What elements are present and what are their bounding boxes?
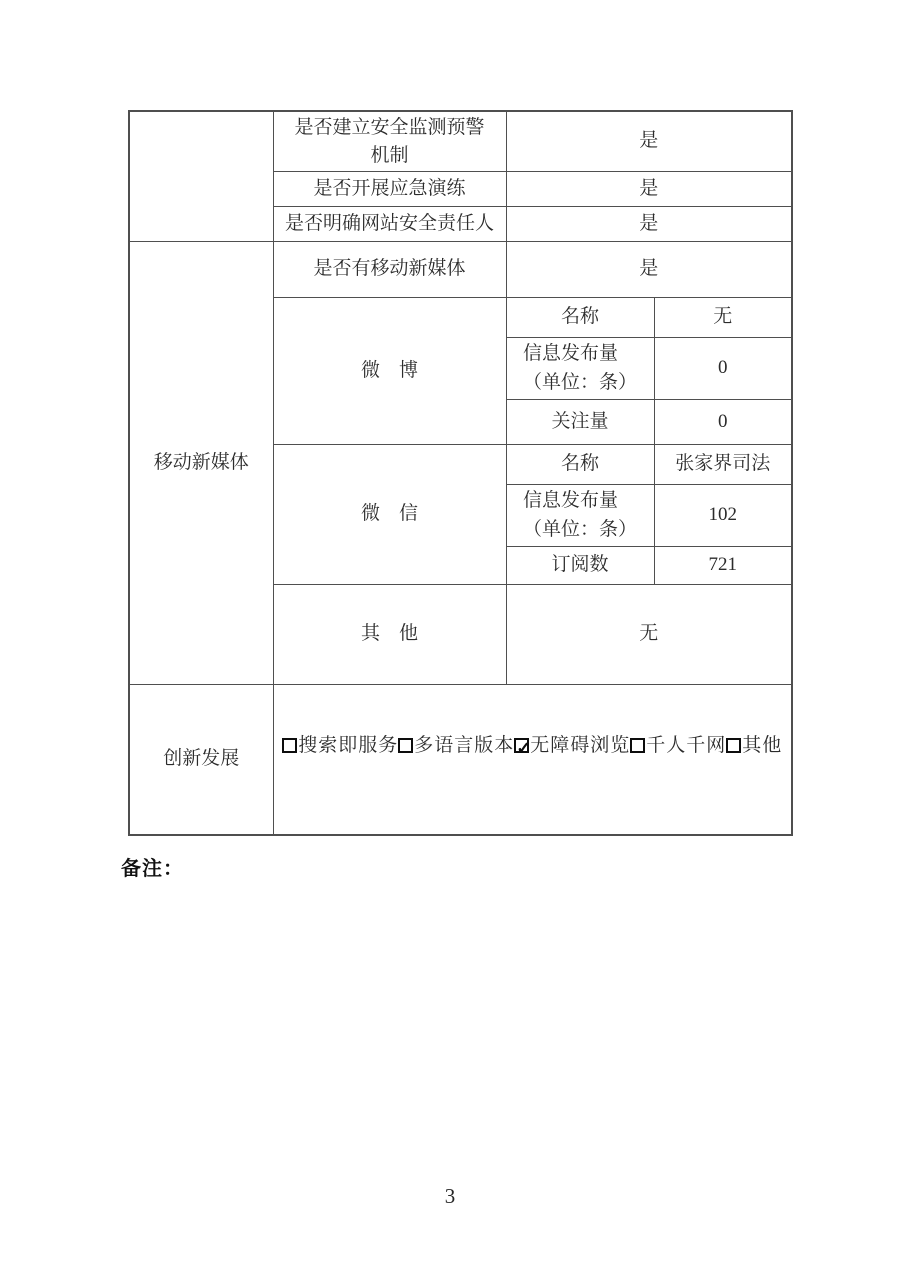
- checkbox-unchecked-icon: [282, 738, 297, 753]
- wechat-posts-label: [523, 487, 637, 544]
- option-multilingual: [398, 732, 514, 761]
- weibo-posts-label-cell: [506, 338, 654, 400]
- wechat-name-label: 名称: [506, 445, 654, 485]
- wechat-posts-label-line2: （单位：条）: [522, 518, 637, 540]
- has-mobile-media-label: 是否有移动新媒体: [273, 242, 506, 298]
- table-row: [129, 242, 792, 298]
- option-label: 多语言版本: [414, 735, 515, 757]
- wechat-label-cell: 微 信: [273, 445, 506, 585]
- section-cell-innovation: 创新发展: [129, 685, 273, 835]
- security-monitoring-label-line2: 机制: [370, 144, 409, 166]
- option-search-as-service: [282, 732, 398, 761]
- annual-report-table: [128, 110, 793, 836]
- option-label: 搜索即服务: [298, 735, 399, 757]
- weibo-followers-value: 0: [654, 400, 792, 445]
- weibo-posts-label: [523, 340, 637, 397]
- wechat-posts-label-line1: 信息发布量: [522, 490, 618, 512]
- wechat-posts-label-cell: [506, 485, 654, 547]
- checkbox-unchecked-icon: [630, 738, 645, 753]
- checkbox-unchecked-icon: [398, 738, 413, 753]
- wechat-subscribers-value: 721: [654, 547, 792, 585]
- security-monitoring-label: [278, 114, 502, 169]
- option-label: 千人千网: [646, 735, 727, 757]
- table-row: [129, 685, 792, 835]
- innovation-options-cell: [273, 685, 792, 835]
- weibo-posts-label-line1: 信息发布量: [522, 343, 618, 365]
- emergency-drill-label: 是否开展应急演练: [273, 172, 506, 207]
- emergency-drill-value: 是: [506, 172, 792, 207]
- security-officer-value: 是: [506, 207, 792, 242]
- has-mobile-media-value: 是: [506, 242, 792, 298]
- innovation-options-row: [278, 732, 788, 787]
- option-label: 其他: [742, 735, 783, 757]
- section-cell-security-empty: [129, 111, 273, 242]
- wechat-name-value: 张家界司法: [654, 445, 792, 485]
- weibo-name-label: 名称: [506, 298, 654, 338]
- weibo-label-cell: 微 博: [273, 298, 506, 445]
- option-personalized-web: [630, 732, 726, 761]
- security-monitoring-label-line1: 是否建立安全监测预警: [294, 117, 485, 138]
- table-row: [129, 111, 792, 172]
- option-accessibility: [514, 732, 630, 761]
- weibo-posts-label-line2: （单位：条）: [522, 371, 637, 393]
- wechat-subscribers-label: 订阅数: [506, 547, 654, 585]
- security-monitoring-label-cell: [273, 111, 506, 172]
- security-officer-label: 是否明确网站安全责任人: [273, 207, 506, 242]
- option-label: 无障碍浏览: [530, 735, 631, 757]
- section-cell-mobile-media: 移动新媒体: [129, 242, 273, 685]
- checkbox-unchecked-icon: [726, 738, 741, 753]
- checkbox-checked-icon: [514, 738, 529, 753]
- security-monitoring-value: 是: [506, 111, 792, 172]
- page-number: 3: [444, 1184, 456, 1208]
- weibo-followers-label: 关注量: [506, 400, 654, 445]
- option-other: [726, 732, 782, 761]
- weibo-name-value: 无: [654, 298, 792, 338]
- remarks-label: 备注：: [121, 858, 184, 880]
- wechat-posts-value: 102: [654, 485, 792, 547]
- weibo-posts-value: 0: [654, 338, 792, 400]
- other-media-value: 无: [506, 585, 792, 685]
- other-media-label: 其 他: [273, 585, 506, 685]
